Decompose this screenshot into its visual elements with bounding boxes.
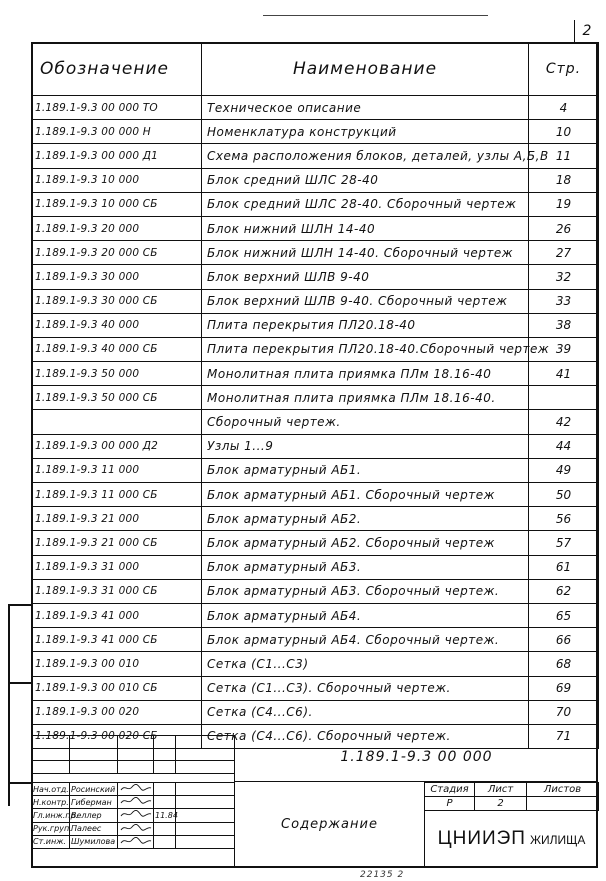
row-name: Техническое описание bbox=[202, 96, 529, 120]
table-row bbox=[32, 120, 599, 144]
row-designation: 1.189.1-9.3 31 000 СБ bbox=[32, 579, 202, 603]
staff-name: Росинский bbox=[70, 783, 118, 796]
table-row bbox=[32, 337, 599, 361]
row-name: Блок арматурный АБ1. Сборочный чертеж bbox=[202, 483, 529, 507]
table-row bbox=[32, 241, 599, 265]
staff-name: Шумилова bbox=[70, 835, 118, 848]
signature-scribble bbox=[119, 823, 153, 833]
row-name: Схема расположения блоков, деталей, узлы А,Б,В bbox=[202, 144, 529, 168]
staff-role: Рук.груп. bbox=[32, 822, 70, 835]
staff-role: Н.контр. bbox=[32, 796, 70, 809]
staff-date bbox=[154, 783, 176, 796]
staff-extra bbox=[176, 783, 235, 796]
binding-line bbox=[8, 682, 31, 684]
staff-name: Гиберман bbox=[70, 796, 118, 809]
staff-row bbox=[32, 796, 235, 809]
row-designation: 1.189.1-9.3 40 000 СБ bbox=[32, 337, 202, 361]
staff-row bbox=[32, 809, 235, 822]
signature-scribble bbox=[119, 809, 153, 819]
row-page: 71 bbox=[529, 724, 599, 748]
header-designation: Обозначение bbox=[32, 43, 202, 96]
row-designation: 1.189.1-9.3 00 000 ТО bbox=[32, 96, 202, 120]
binding-line bbox=[8, 782, 31, 784]
table-row bbox=[32, 676, 599, 700]
staff-name: Веллер bbox=[70, 809, 118, 822]
staff-name: Палеес bbox=[70, 822, 118, 835]
table-row bbox=[32, 289, 599, 313]
row-designation: 1.189.1-9.3 41 000 СБ bbox=[32, 628, 202, 652]
row-page: 38 bbox=[529, 313, 599, 337]
table-row bbox=[32, 168, 599, 192]
row-page: 33 bbox=[529, 289, 599, 313]
row-designation: 1.189.1-9.3 50 000 СБ bbox=[32, 386, 202, 410]
signature-scribble bbox=[119, 783, 153, 793]
table-row bbox=[32, 652, 599, 676]
staff-signature bbox=[118, 783, 154, 796]
row-name: Сетка (С1...С3) bbox=[202, 652, 529, 676]
row-designation: 1.189.1-9.3 00 000 Д2 bbox=[32, 434, 202, 458]
sheets-header: Листов bbox=[527, 783, 599, 797]
row-page: 18 bbox=[529, 168, 599, 192]
row-designation: 1.189.1-9.3 00 020 СБ bbox=[32, 724, 202, 748]
row-name: Плита перекрытия ПЛ20.18-40.Сборочный чертеж bbox=[202, 337, 529, 361]
row-page: 66 bbox=[529, 628, 599, 652]
row-name: Сетка (С1...С3). Сборочный чертеж. bbox=[202, 676, 529, 700]
staff-extra bbox=[176, 796, 235, 809]
table-row bbox=[32, 192, 599, 216]
table-row bbox=[32, 216, 599, 240]
row-page: 11 bbox=[529, 144, 599, 168]
staff-extra bbox=[176, 835, 235, 848]
header-name: Наименование bbox=[202, 43, 529, 96]
row-designation: 1.189.1-9.3 00 010 bbox=[32, 652, 202, 676]
row-page: 41 bbox=[529, 362, 599, 386]
row-designation: 1.189.1-9.3 50 000 bbox=[32, 362, 202, 386]
row-page: 39 bbox=[529, 337, 599, 361]
row-designation: 1.189.1-9.3 10 000 bbox=[32, 168, 202, 192]
row-name: Блок нижний ШЛН 14-40. Сборочный чертеж bbox=[202, 241, 529, 265]
row-page: 57 bbox=[529, 531, 599, 555]
row-designation bbox=[32, 410, 202, 434]
table-row bbox=[32, 265, 599, 289]
binding-line bbox=[8, 604, 10, 806]
row-name: Блок арматурный АБ4. bbox=[202, 603, 529, 627]
document-title: Содержание bbox=[234, 782, 424, 868]
sheet-value: 2 bbox=[475, 797, 527, 811]
row-designation: 1.189.1-9.3 00 010 СБ bbox=[32, 676, 202, 700]
stage-value: Р bbox=[425, 797, 475, 811]
contents-table bbox=[31, 42, 599, 749]
staff-extra bbox=[176, 809, 235, 822]
row-page: 62 bbox=[529, 579, 599, 603]
row-name: Блок арматурный АБ3. bbox=[202, 555, 529, 579]
row-designation: 1.189.1-9.3 11 000 СБ bbox=[32, 483, 202, 507]
table-row bbox=[32, 507, 599, 531]
row-page: 10 bbox=[529, 120, 599, 144]
table-row bbox=[32, 531, 599, 555]
row-designation: 1.189.1-9.3 30 000 СБ bbox=[32, 289, 202, 313]
row-designation: 1.189.1-9.3 20 000 СБ bbox=[32, 241, 202, 265]
row-name: Блок арматурный АБ3. Сборочный чертеж. bbox=[202, 579, 529, 603]
staff-role: Ст.инж. bbox=[32, 835, 70, 848]
title-block-empty-rows bbox=[31, 735, 235, 774]
binding-line bbox=[8, 604, 31, 606]
row-designation: 1.189.1-9.3 00 020 bbox=[32, 700, 202, 724]
row-name: Блок верхний ШЛВ 9-40 bbox=[202, 265, 529, 289]
row-page: 70 bbox=[529, 700, 599, 724]
row-page: 4 bbox=[529, 96, 599, 120]
row-name: Сетка (С4...С6). Сборочный чертеж. bbox=[202, 724, 529, 748]
row-page: 61 bbox=[529, 555, 599, 579]
row-designation: 1.189.1-9.3 20 000 bbox=[32, 216, 202, 240]
row-name: Блок арматурный АБ2. Сборочный чертеж bbox=[202, 531, 529, 555]
row-name: Блок арматурный АБ2. bbox=[202, 507, 529, 531]
row-name: Блок арматурный АБ4. Сборочный чертеж. bbox=[202, 628, 529, 652]
staff-date: 11.84 bbox=[154, 809, 176, 822]
row-designation: 1.189.1-9.3 00 000 Н bbox=[32, 120, 202, 144]
table-header-row bbox=[32, 43, 599, 96]
table-row bbox=[32, 628, 599, 652]
row-page: 56 bbox=[529, 507, 599, 531]
staff-signature bbox=[118, 809, 154, 822]
table-row bbox=[32, 603, 599, 627]
row-name: Монолитная плита приямка ПЛм 18.16-40 bbox=[202, 362, 529, 386]
staff-date bbox=[154, 835, 176, 848]
table-row bbox=[32, 579, 599, 603]
row-name: Блок верхний ШЛВ 9-40. Сборочный чертеж bbox=[202, 289, 529, 313]
row-name: Узлы 1...9 bbox=[202, 434, 529, 458]
staff-table bbox=[31, 782, 235, 849]
stage-header: Стадия bbox=[425, 783, 475, 797]
row-name: Монолитная плита приямка ПЛм 18.16-40. bbox=[202, 386, 529, 410]
row-name: Блок средний ШЛС 28-40 bbox=[202, 168, 529, 192]
row-name: Блок арматурный АБ1. bbox=[202, 458, 529, 482]
row-designation: 1.189.1-9.3 31 000 bbox=[32, 555, 202, 579]
organization-subname: ЖИЛИЩА bbox=[529, 833, 586, 847]
header-page: Стр. bbox=[529, 43, 599, 96]
row-page: 50 bbox=[529, 483, 599, 507]
document-code: 1.189.1-9.3 00 000 bbox=[234, 735, 598, 782]
staff-date bbox=[154, 822, 176, 835]
staff-row bbox=[32, 783, 235, 796]
row-page: 49 bbox=[529, 458, 599, 482]
table-row bbox=[32, 483, 599, 507]
sheet-number: 2 bbox=[574, 20, 599, 43]
row-designation: 1.189.1-9.3 40 000 bbox=[32, 313, 202, 337]
staff-role: Нач.отд. bbox=[32, 783, 70, 796]
row-name: Сборочный чертеж. bbox=[202, 410, 529, 434]
staff-row bbox=[32, 835, 235, 848]
table-row bbox=[32, 410, 599, 434]
table-row bbox=[32, 458, 599, 482]
table-row bbox=[32, 386, 599, 410]
row-name: Сетка (С4...С6). bbox=[202, 700, 529, 724]
row-page bbox=[529, 386, 599, 410]
table-row bbox=[32, 434, 599, 458]
row-designation: 1.189.1-9.3 21 000 СБ bbox=[32, 531, 202, 555]
table-row bbox=[32, 700, 599, 724]
sheets-value bbox=[527, 797, 599, 811]
signature-scribble bbox=[119, 836, 153, 846]
staff-signature bbox=[118, 835, 154, 848]
footer-text: 22135 2 bbox=[360, 870, 405, 880]
table-row bbox=[32, 96, 599, 120]
row-designation: 1.189.1-9.3 21 000 bbox=[32, 507, 202, 531]
sheet-header: Лист bbox=[475, 783, 527, 797]
row-page: 44 bbox=[529, 434, 599, 458]
row-page: 68 bbox=[529, 652, 599, 676]
table-row bbox=[32, 555, 599, 579]
row-designation: 1.189.1-9.3 41 000 bbox=[32, 603, 202, 627]
row-name: Плита перекрытия ПЛ20.18-40 bbox=[202, 313, 529, 337]
organization-name: ЦНИИЭП bbox=[437, 828, 526, 849]
row-page: 69 bbox=[529, 676, 599, 700]
staff-signature bbox=[118, 822, 154, 835]
stage-table bbox=[424, 782, 599, 811]
organization-box bbox=[424, 810, 598, 868]
table-row bbox=[32, 362, 599, 386]
row-designation: 1.189.1-9.3 11 000 bbox=[32, 458, 202, 482]
table-row bbox=[32, 313, 599, 337]
row-name: Номенклатура конструкций bbox=[202, 120, 529, 144]
row-page: 65 bbox=[529, 603, 599, 627]
top-rule bbox=[263, 15, 488, 16]
staff-date bbox=[154, 796, 176, 809]
staff-signature bbox=[118, 796, 154, 809]
row-name: Блок средний ШЛС 28-40. Сборочный чертеж bbox=[202, 192, 529, 216]
row-page: 19 bbox=[529, 192, 599, 216]
row-page: 42 bbox=[529, 410, 599, 434]
table-row bbox=[32, 144, 599, 168]
row-page: 27 bbox=[529, 241, 599, 265]
row-page: 32 bbox=[529, 265, 599, 289]
row-designation: 1.189.1-9.3 00 000 Д1 bbox=[32, 144, 202, 168]
row-designation: 1.189.1-9.3 10 000 СБ bbox=[32, 192, 202, 216]
staff-row bbox=[32, 822, 235, 835]
signature-scribble bbox=[119, 796, 153, 806]
row-page: 26 bbox=[529, 216, 599, 240]
row-name: Блок нижний ШЛН 14-40 bbox=[202, 216, 529, 240]
row-designation: 1.189.1-9.3 30 000 bbox=[32, 265, 202, 289]
staff-extra bbox=[176, 822, 235, 835]
staff-role: Гл.инж.пр. bbox=[32, 809, 70, 822]
